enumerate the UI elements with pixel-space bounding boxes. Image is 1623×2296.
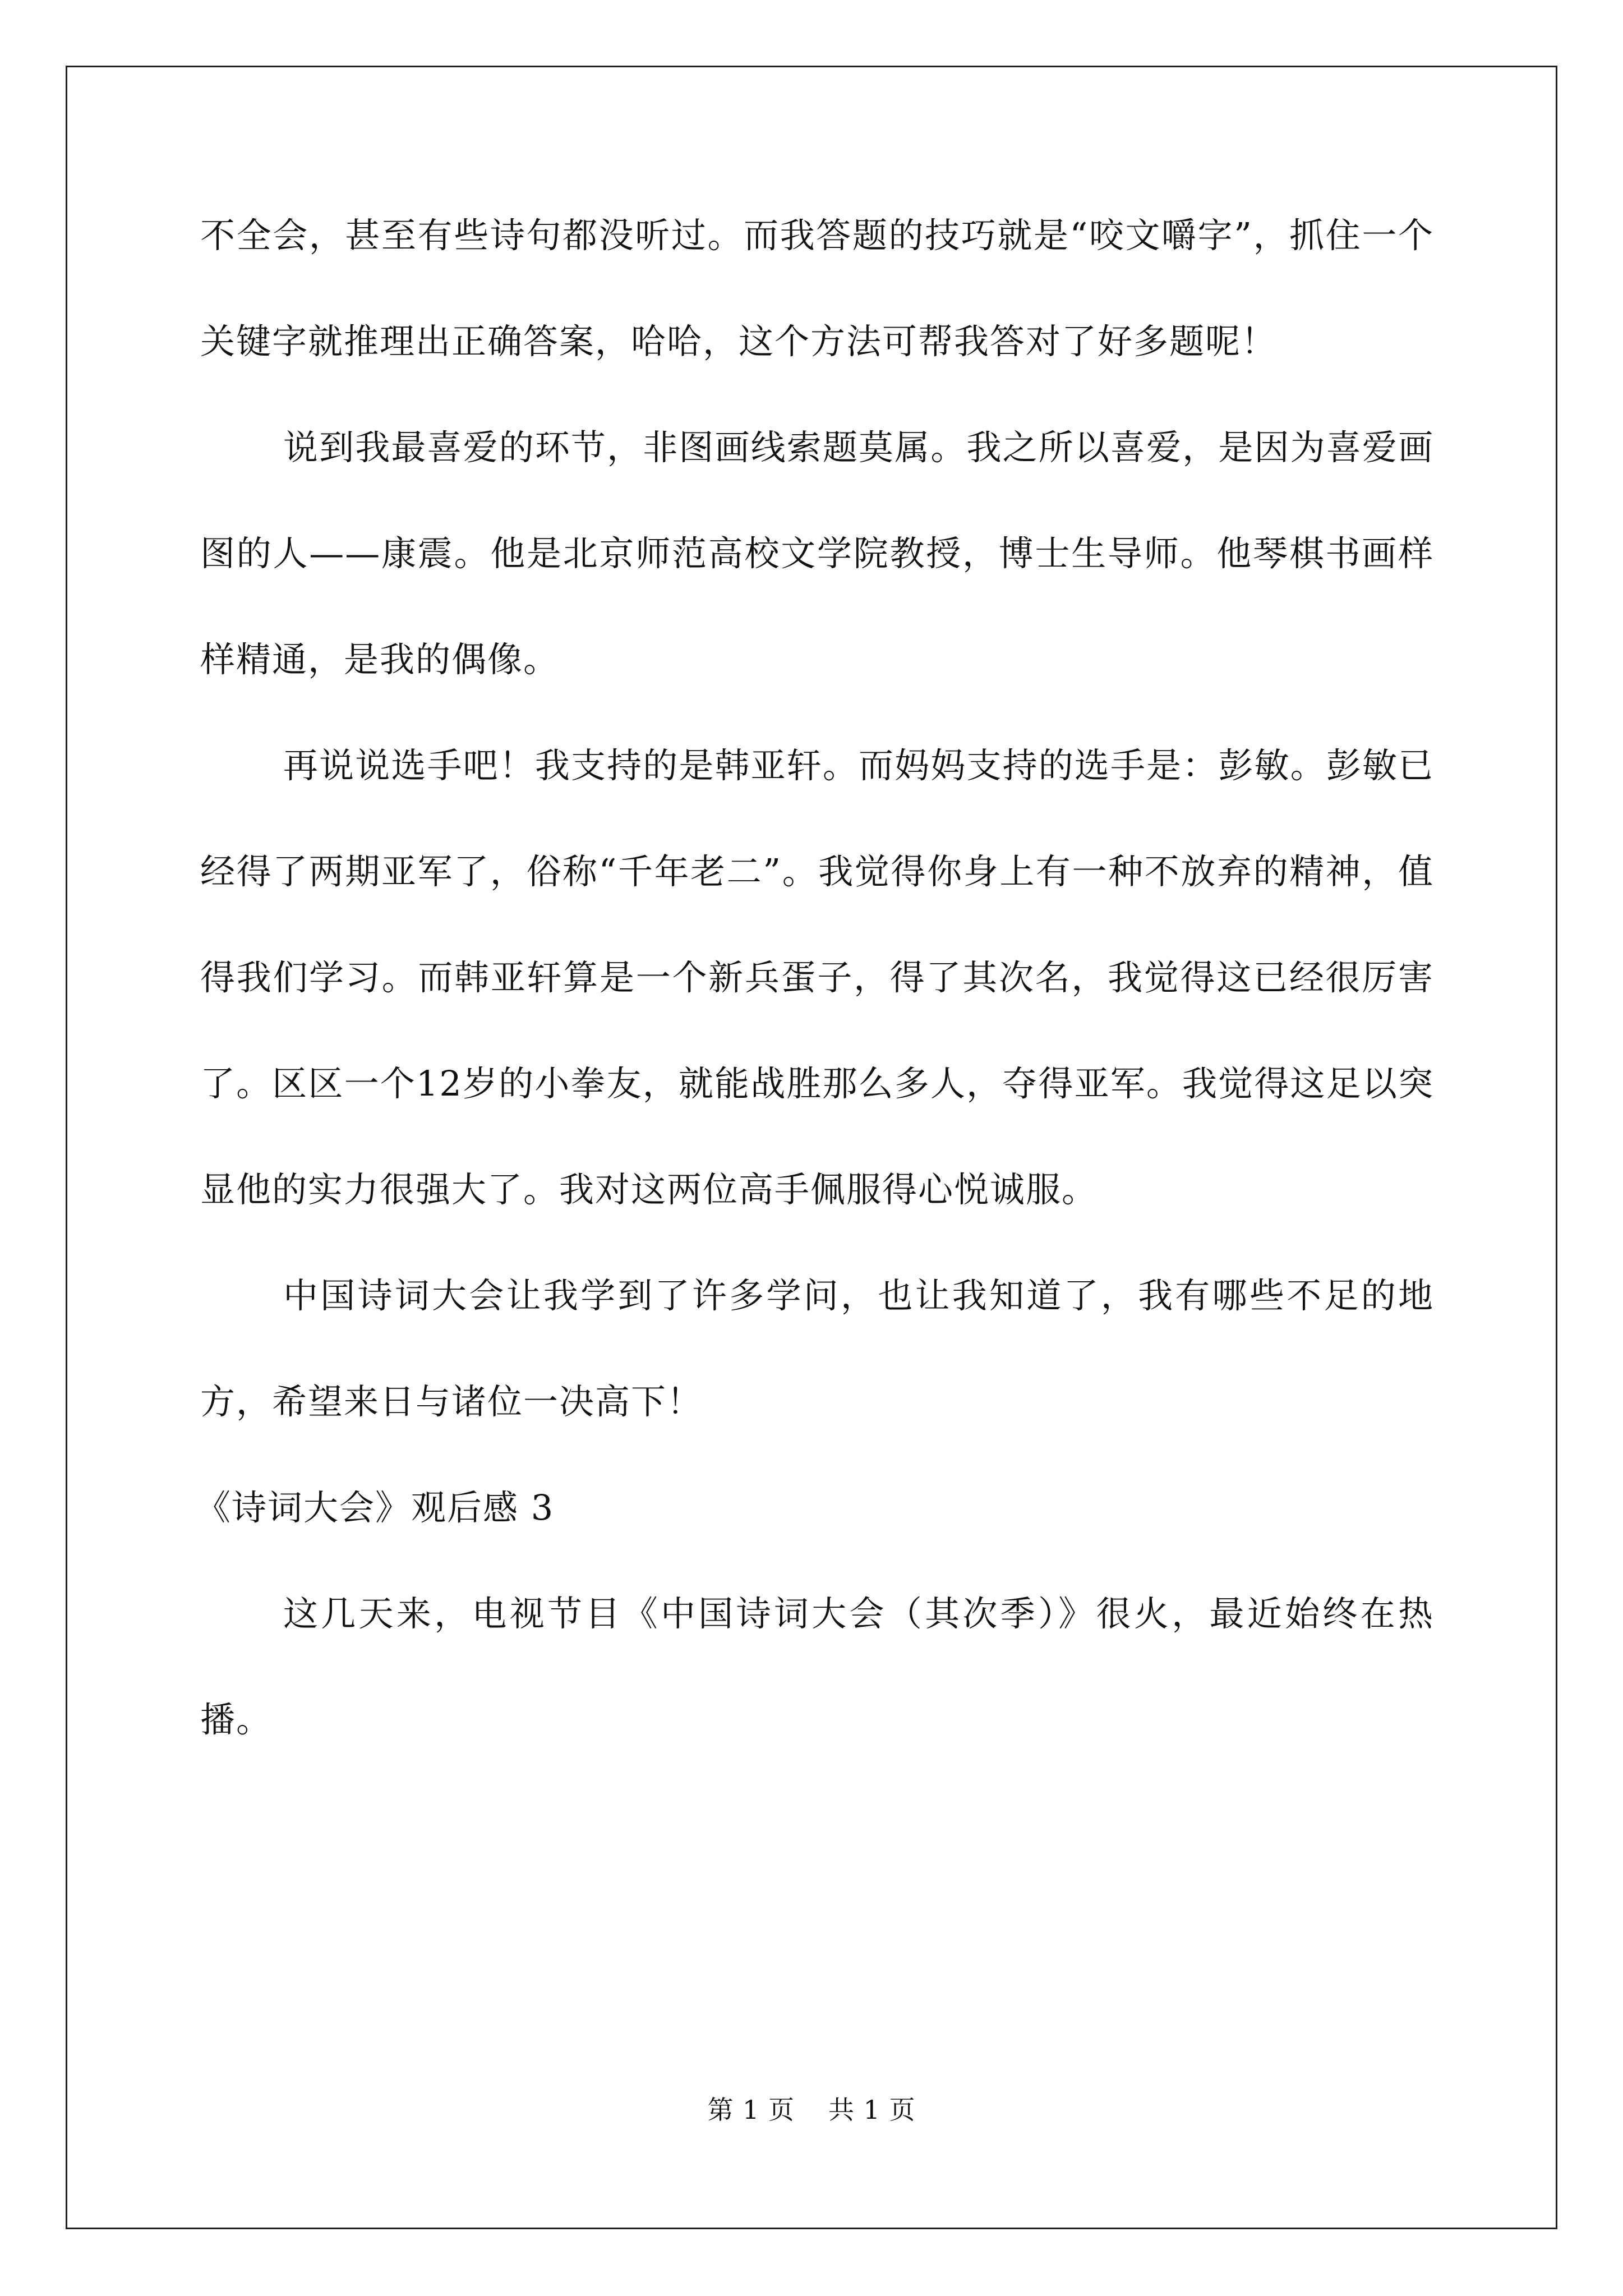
page-number: 第 1 页 bbox=[707, 2095, 795, 2125]
document-body bbox=[196, 182, 1434, 1773]
paragraph-3: 再说说选手吧！我支持的是韩亚轩。而妈妈支持的选手是：彭敏。彭敏已经得了两期亚军了，俗称“千年老二”。我觉得你身上有一种不放弃的精神，值得我们学习。而韩亚轩算是一个新兵蛋子，得了其次名，我觉得这已经很厉害了。区区一个12岁的小拳友，就能战胜那么多人，夺得亚军。我觉得这足以突显他的实力很强大了。我对这两位高手佩服得心悦诚服。 bbox=[200, 745, 1434, 1210]
paragraph-2: 说到我最喜爱的环节，非图画线索题莫属。我之所以喜爱，是因为喜爱画图的人——康震。他是北京师范高校文学院教授，博士生导师。他琴棋书画样样精通，是我的偶像。 bbox=[200, 427, 1434, 680]
paragraph-4: 中国诗词大会让我学到了许多学问，也让我知道了，我有哪些不足的地方，希望来日与诸位一决高下！ bbox=[200, 1275, 1434, 1422]
section-heading: 《诗词大会》观后感 3 bbox=[196, 1487, 555, 1528]
paragraph-1: 不全会，甚至有些诗句都没听过。而我答题的技巧就是“咬文嚼字”，抓住一个关键字就推理出正确答案，哈哈，这个方法可帮我答对了好多题呢！ bbox=[200, 215, 1434, 362]
paragraph-5: 这几天来，电视节目《中国诗词大会（其次季）》很火，最近始终在热播。 bbox=[200, 1593, 1434, 1740]
page-total: 共 1 页 bbox=[828, 2095, 916, 2125]
page-footer bbox=[0, 2090, 1623, 2127]
